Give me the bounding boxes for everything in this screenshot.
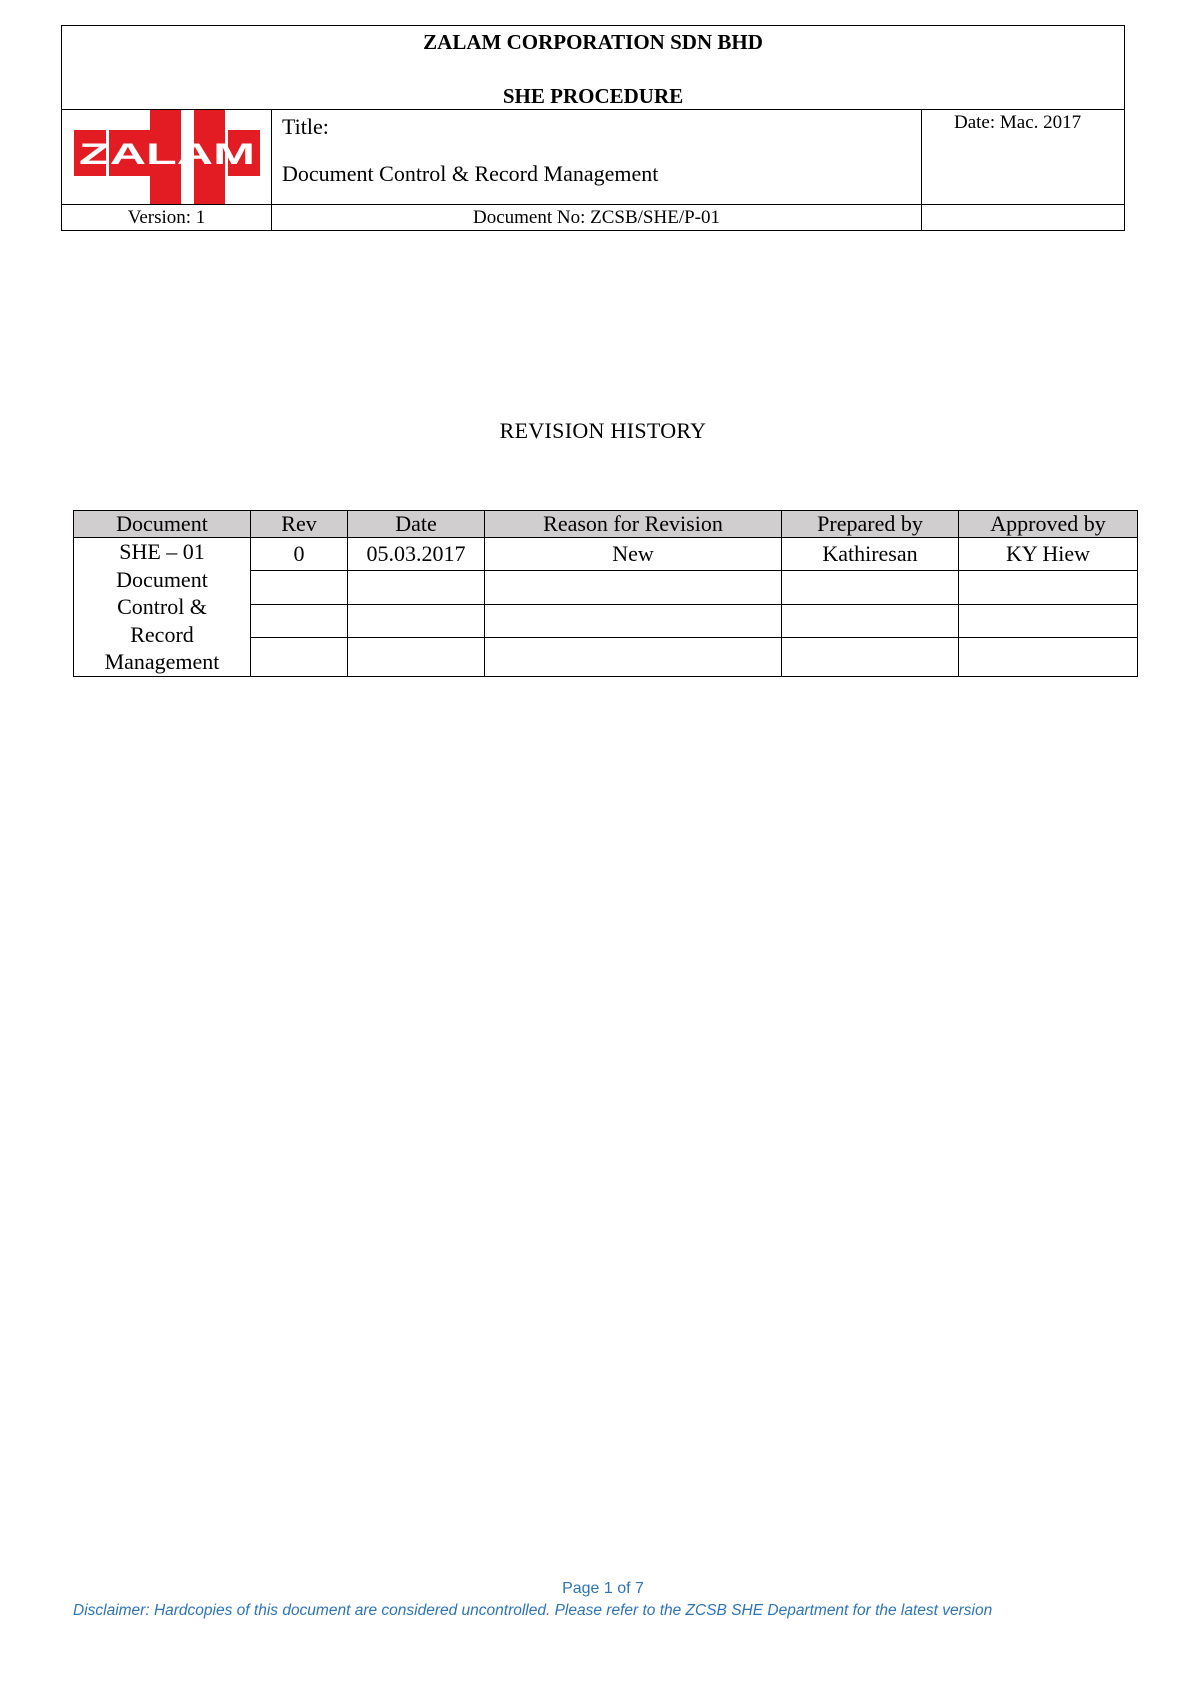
date-cell: [348, 571, 485, 604]
date-cell: 05.03.2017: [348, 538, 485, 571]
logo-cell: [62, 110, 272, 205]
version-cell: [62, 205, 272, 231]
company-cell: [62, 26, 1125, 110]
zalam-logo: [74, 110, 260, 204]
document-line: Document: [116, 566, 208, 592]
date-cell: [348, 604, 485, 637]
approved-by-cell: [959, 571, 1138, 604]
revision-table: [73, 510, 1138, 677]
title-label: Title:: [282, 114, 329, 139]
company-name: ZALAM CORPORATION SDN BHD: [423, 30, 763, 54]
reason-cell: [485, 571, 782, 604]
page-number: Page 1 of 7: [562, 1580, 644, 1597]
document-line: Management: [104, 649, 220, 674]
revision-history: [73, 510, 1137, 677]
empty-header-cell: [922, 205, 1125, 231]
table-row: [74, 538, 1138, 571]
document-title: Document Control & Record Management: [282, 161, 659, 186]
prepared-by-cell: [782, 638, 959, 676]
header-table: [61, 25, 1125, 231]
column-header-prepared-by: Prepared by: [782, 511, 959, 538]
reason-cell: [485, 604, 782, 637]
date-cell: [348, 638, 485, 676]
document-number: Document No: ZCSB/SHE/P-01: [472, 206, 720, 228]
column-header-approved-by: Approved by: [959, 511, 1138, 538]
prepared-by-cell: [782, 571, 959, 604]
document-line: Control &: [117, 594, 207, 619]
rev-cell: [251, 638, 348, 676]
title-cell: [272, 110, 922, 205]
column-header-document: Document: [74, 511, 251, 538]
column-header-reason: Reason for Revision: [485, 511, 782, 538]
disclaimer: Disclaimer: Hardcopies of this document are considered uncontrolled. Please refer to the ZCSB SHE Department for the latest version: [73, 1602, 993, 1619]
prepared-by-cell: Kathiresan: [782, 538, 959, 571]
reason-cell: New: [485, 538, 782, 571]
prepared-by-cell: [782, 604, 959, 637]
column-header-date: Date: [348, 511, 485, 538]
document-no-cell: [272, 205, 922, 231]
document-line: Record: [130, 621, 194, 647]
reason-cell: [485, 638, 782, 676]
rev-cell: [251, 604, 348, 637]
rev-cell: [251, 571, 348, 604]
document-line: SHE – 01: [119, 539, 205, 564]
approved-by-cell: [959, 604, 1138, 637]
procedure-name: SHE PROCEDURE: [502, 84, 684, 108]
rev-cell: 0: [251, 538, 348, 571]
table-header-row: [74, 511, 1138, 538]
date-cell: [922, 110, 1125, 205]
version-text: Version: 1: [127, 206, 206, 228]
document-date: Date: Mac. 2017: [954, 112, 1082, 133]
document-cell: [74, 538, 251, 677]
logo-lettering: ZALAM: [78, 138, 255, 171]
column-header-rev: Rev: [251, 511, 348, 538]
document-header: [61, 25, 1124, 231]
revision-history-heading: REVISION HISTORY: [499, 418, 707, 443]
approved-by-cell: KY Hiew: [959, 538, 1138, 571]
approved-by-cell: [959, 638, 1138, 676]
